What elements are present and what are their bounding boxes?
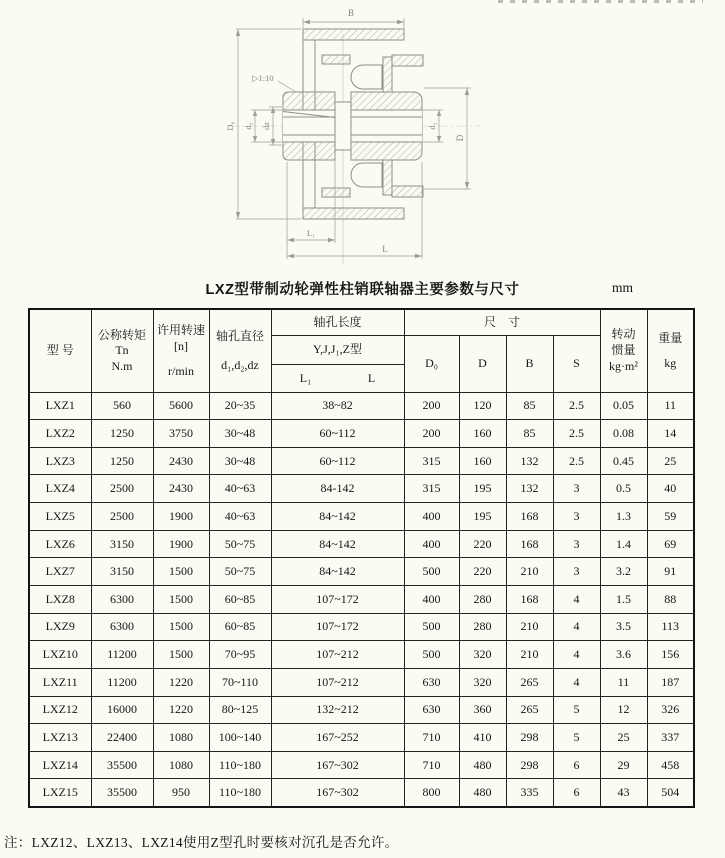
cell-bore-len: 107~172 xyxy=(271,613,404,641)
col-header-bore-length: 轴孔长度 xyxy=(271,309,404,335)
cell-s: 4 xyxy=(553,585,600,613)
cell-weight: 59 xyxy=(647,503,694,531)
cell-b: 168 xyxy=(506,585,553,613)
torque-line1: 公称转矩Tn xyxy=(97,327,146,357)
col-header-d0: D₀ xyxy=(404,335,459,392)
table-row xyxy=(29,392,694,420)
cell-d0: 200 xyxy=(404,420,459,448)
cell-d: 220 xyxy=(459,558,506,586)
cell-bore-len: 60~112 xyxy=(271,420,404,448)
cell-d0: 630 xyxy=(404,668,459,696)
dim-label-dd: D xyxy=(455,134,465,142)
cell-s: 2.5 xyxy=(553,447,600,475)
cell-bore-dia: 50~75 xyxy=(209,530,271,558)
cell-s: 4 xyxy=(553,668,600,696)
cell-weight: 326 xyxy=(647,696,694,724)
cell-bore-dia: 40~63 xyxy=(209,503,271,531)
inertia-line1: 转动 xyxy=(611,327,636,342)
coupling-section-drawing xyxy=(222,2,492,270)
cell-inertia: 1.4 xyxy=(600,530,647,558)
cell-speed: 950 xyxy=(153,779,209,807)
cell-d0: 400 xyxy=(404,530,459,558)
cell-torque: 1250 xyxy=(91,447,153,475)
dim-label-d2: d₂ xyxy=(427,122,437,130)
cell-speed: 2430 xyxy=(153,475,209,503)
cell-b: 132 xyxy=(506,475,553,503)
cell-weight: 88 xyxy=(647,585,694,613)
cell-bore-dia: 50~75 xyxy=(209,558,271,586)
cell-torque: 35500 xyxy=(91,751,153,779)
cell-bore-len: 167~302 xyxy=(271,751,404,779)
cell-d0: 800 xyxy=(404,779,459,807)
cell-s: 2.5 xyxy=(553,420,600,448)
cell-inertia: 12 xyxy=(600,696,647,724)
table-row xyxy=(29,530,694,558)
cell-b: 298 xyxy=(506,724,553,752)
cell-torque: 3150 xyxy=(91,558,153,586)
footnote: 注：LXZ12、LXZ13、LXZ14使用Z型孔时要核对沉孔是否允许。 xyxy=(4,835,399,850)
dim-label-l: L xyxy=(382,244,388,254)
cell-b: 210 xyxy=(506,613,553,641)
cell-b: 210 xyxy=(506,558,553,586)
cell-bore-dia: 70~95 xyxy=(209,641,271,669)
cell-model: LXZ15 xyxy=(29,779,91,807)
table-row xyxy=(29,779,694,807)
cell-s: 4 xyxy=(553,613,600,641)
cell-torque: 1250 xyxy=(91,420,153,448)
cell-speed: 1500 xyxy=(153,558,209,586)
cell-d: 160 xyxy=(459,420,506,448)
dim-label-d0: D₀ xyxy=(225,121,235,131)
dim-label-l1: L₁ xyxy=(306,228,316,238)
cell-b: 168 xyxy=(506,530,553,558)
cell-torque: 35500 xyxy=(91,779,153,807)
inertia-line2: 惯量 xyxy=(611,343,636,358)
dim-label-b: B xyxy=(347,8,355,18)
cell-inertia: 3.6 xyxy=(600,641,647,669)
center-spacer xyxy=(335,102,351,150)
weight-line2: kg xyxy=(664,355,677,370)
cell-s: 3 xyxy=(553,530,600,558)
col-header-s: S xyxy=(553,335,600,392)
cell-d: 480 xyxy=(459,779,506,807)
cell-bore-len: 60~112 xyxy=(271,447,404,475)
cell-bore-dia: 60~85 xyxy=(209,613,271,641)
table-row xyxy=(29,558,694,586)
cell-torque: 560 xyxy=(91,392,153,420)
col-header-bore-length-types: Y,J,J₁,Z型 xyxy=(271,335,404,364)
cell-d0: 500 xyxy=(404,558,459,586)
cell-speed: 1080 xyxy=(153,751,209,779)
cell-inertia: 25 xyxy=(600,724,647,752)
cell-bore-len: 167~252 xyxy=(271,724,404,752)
elastic-pin-bottom xyxy=(351,163,382,187)
cell-d0: 200 xyxy=(404,392,459,420)
cell-speed: 1220 xyxy=(153,696,209,724)
cell-torque: 11200 xyxy=(91,668,153,696)
cell-d: 480 xyxy=(459,751,506,779)
cell-torque: 22400 xyxy=(91,724,153,752)
cell-bore-dia: 40~63 xyxy=(209,475,271,503)
cell-torque: 2500 xyxy=(91,475,153,503)
cell-bore-dia: 110~180 xyxy=(209,751,271,779)
col-header-weight xyxy=(647,309,694,392)
cell-model: LXZ13 xyxy=(29,724,91,752)
cell-inertia: 0.05 xyxy=(600,392,647,420)
cell-b: 85 xyxy=(506,420,553,448)
cell-b: 265 xyxy=(506,696,553,724)
cell-speed: 1900 xyxy=(153,503,209,531)
col-header-inertia xyxy=(600,309,647,392)
l1-label: L₁ xyxy=(299,370,312,385)
cell-d: 160 xyxy=(459,447,506,475)
cell-bore-len: 107~212 xyxy=(271,641,404,669)
cell-inertia: 1.5 xyxy=(600,585,647,613)
table-row xyxy=(29,475,694,503)
cell-torque: 2500 xyxy=(91,503,153,531)
cell-torque: 3150 xyxy=(91,530,153,558)
cell-d: 320 xyxy=(459,668,506,696)
cell-inertia: 1.3 xyxy=(600,503,647,531)
cell-weight: 504 xyxy=(647,779,694,807)
cell-inertia: 29 xyxy=(600,751,647,779)
cell-weight: 14 xyxy=(647,420,694,448)
page-title: LXZ型带制动轮弹性柱销联轴器主要参数与尺寸 xyxy=(205,282,520,298)
table-header xyxy=(29,309,694,392)
cell-torque: 11200 xyxy=(91,641,153,669)
cell-speed: 5600 xyxy=(153,392,209,420)
cell-d: 410 xyxy=(459,724,506,752)
cell-s: 4 xyxy=(553,641,600,669)
cell-b: 168 xyxy=(506,503,553,531)
cell-weight: 187 xyxy=(647,668,694,696)
cell-s: 2.5 xyxy=(553,392,600,420)
col-header-b: B xyxy=(506,335,553,392)
cell-bore-len: 107~172 xyxy=(271,585,404,613)
cell-inertia: 0.45 xyxy=(600,447,647,475)
cell-s: 5 xyxy=(553,696,600,724)
inertia-line3: kg·m² xyxy=(609,359,638,374)
cell-bore-len: 84-142 xyxy=(271,475,404,503)
col-header-model: 型 号 xyxy=(29,309,91,392)
table-body xyxy=(29,392,694,807)
cell-weight: 25 xyxy=(647,447,694,475)
cell-bore-dia: 30~48 xyxy=(209,420,271,448)
cell-weight: 40 xyxy=(647,475,694,503)
cell-s: 5 xyxy=(553,724,600,752)
cell-d: 280 xyxy=(459,613,506,641)
cell-d: 195 xyxy=(459,475,506,503)
cell-model: LXZ11 xyxy=(29,668,91,696)
cell-s: 3 xyxy=(553,558,600,586)
cell-model: LXZ8 xyxy=(29,585,91,613)
cell-d: 120 xyxy=(459,392,506,420)
cell-speed: 1500 xyxy=(153,641,209,669)
col-header-size-group: 尺 寸 xyxy=(404,309,600,335)
cell-weight: 91 xyxy=(647,558,694,586)
cell-d: 280 xyxy=(459,585,506,613)
cell-d0: 315 xyxy=(404,447,459,475)
dim-label-d1: d₁ xyxy=(243,122,253,130)
cell-b: 132 xyxy=(506,447,553,475)
cell-bore-len: 38~82 xyxy=(271,392,404,420)
cell-weight: 113 xyxy=(647,613,694,641)
cell-speed: 1080 xyxy=(153,724,209,752)
cell-bore-len: 167~302 xyxy=(271,779,404,807)
torque-line2: N.m xyxy=(111,358,133,373)
cell-inertia: 0.08 xyxy=(600,420,647,448)
cell-d: 360 xyxy=(459,696,506,724)
l-label: L xyxy=(367,370,376,385)
cell-bore-len: 84~142 xyxy=(271,530,404,558)
cell-bore-dia: 30~48 xyxy=(209,447,271,475)
cell-d0: 630 xyxy=(404,696,459,724)
table-row xyxy=(29,503,694,531)
parameters-table xyxy=(28,308,695,808)
cell-torque: 6300 xyxy=(91,585,153,613)
table-row xyxy=(29,420,694,448)
table-wrapper xyxy=(28,308,695,808)
cell-bore-dia: 20~35 xyxy=(209,392,271,420)
cell-torque: 16000 xyxy=(91,696,153,724)
taper-label: ▷1:10 xyxy=(252,73,274,83)
table-row xyxy=(29,447,694,475)
table-row xyxy=(29,641,694,669)
cell-bore-dia: 110~180 xyxy=(209,779,271,807)
cell-model: LXZ12 xyxy=(29,696,91,724)
table-row xyxy=(29,585,694,613)
cell-b: 298 xyxy=(506,751,553,779)
cropped-text-remnant xyxy=(498,0,703,3)
cell-bore-dia: 60~85 xyxy=(209,585,271,613)
cell-bore-len: 107~212 xyxy=(271,668,404,696)
cell-bore-dia: 80~125 xyxy=(209,696,271,724)
cell-d0: 710 xyxy=(404,724,459,752)
cell-speed: 1900 xyxy=(153,530,209,558)
cell-model: LXZ5 xyxy=(29,503,91,531)
cell-weight: 156 xyxy=(647,641,694,669)
table-row xyxy=(29,724,694,752)
col-header-d: D xyxy=(459,335,506,392)
col-header-bore-diameter xyxy=(209,309,271,392)
cell-model: LXZ6 xyxy=(29,530,91,558)
cell-model: LXZ2 xyxy=(29,420,91,448)
cell-speed: 2430 xyxy=(153,447,209,475)
cell-d0: 500 xyxy=(404,641,459,669)
cell-model: LXZ14 xyxy=(29,751,91,779)
cell-b: 85 xyxy=(506,392,553,420)
cell-model: LXZ10 xyxy=(29,641,91,669)
speed-line3: r/min xyxy=(168,363,194,378)
cell-bore-len: 84~142 xyxy=(271,558,404,586)
cell-speed: 3750 xyxy=(153,420,209,448)
coupling-outline xyxy=(283,29,423,219)
elastic-pin-top xyxy=(351,65,382,89)
cell-b: 210 xyxy=(506,641,553,669)
dim-label-dz: dz xyxy=(261,121,271,131)
cell-weight: 69 xyxy=(647,530,694,558)
cell-inertia: 0.5 xyxy=(600,475,647,503)
cell-d: 220 xyxy=(459,530,506,558)
table-row xyxy=(29,696,694,724)
table-row xyxy=(29,613,694,641)
weight-line1: 重量 xyxy=(658,330,683,345)
speed-line1: 许用转速 xyxy=(156,322,205,337)
bore-dia-line2: d₁,d₂,dz xyxy=(221,357,259,372)
cell-d: 320 xyxy=(459,641,506,669)
cell-s: 6 xyxy=(553,751,600,779)
cell-weight: 458 xyxy=(647,751,694,779)
cell-d0: 500 xyxy=(404,613,459,641)
cell-d0: 400 xyxy=(404,503,459,531)
cell-model: LXZ7 xyxy=(29,558,91,586)
cell-d0: 315 xyxy=(404,475,459,503)
unit-label: mm xyxy=(612,280,634,295)
cell-weight: 11 xyxy=(647,392,694,420)
cell-bore-len: 132~212 xyxy=(271,696,404,724)
speed-line2: [n] xyxy=(174,338,188,353)
cell-b: 335 xyxy=(506,779,553,807)
table-row xyxy=(29,668,694,696)
cell-model: LXZ4 xyxy=(29,475,91,503)
cell-d0: 400 xyxy=(404,585,459,613)
table-row xyxy=(29,751,694,779)
col-header-torque xyxy=(91,309,153,392)
cell-model: LXZ3 xyxy=(29,447,91,475)
cell-s: 3 xyxy=(553,475,600,503)
col-header-l1-l xyxy=(271,364,404,392)
cell-bore-len: 84~142 xyxy=(271,503,404,531)
cell-inertia: 3.5 xyxy=(600,613,647,641)
cell-s: 6 xyxy=(553,779,600,807)
cell-speed: 1500 xyxy=(153,585,209,613)
cell-s: 3 xyxy=(553,503,600,531)
cell-model: LXZ1 xyxy=(29,392,91,420)
header-row-1 xyxy=(29,309,694,335)
cell-inertia: 3.2 xyxy=(600,558,647,586)
cell-inertia: 11 xyxy=(600,668,647,696)
cell-torque: 6300 xyxy=(91,613,153,641)
col-header-speed xyxy=(153,309,209,392)
cell-inertia: 43 xyxy=(600,779,647,807)
cell-weight: 337 xyxy=(647,724,694,752)
cell-bore-dia: 70~110 xyxy=(209,668,271,696)
cell-model: LXZ9 xyxy=(29,613,91,641)
cell-d: 195 xyxy=(459,503,506,531)
cell-d0: 710 xyxy=(404,751,459,779)
cell-bore-dia: 100~140 xyxy=(209,724,271,752)
cell-speed: 1220 xyxy=(153,668,209,696)
cell-b: 265 xyxy=(506,668,553,696)
cell-speed: 1500 xyxy=(153,613,209,641)
bore-dia-line1: 轴孔直径 xyxy=(215,328,264,343)
